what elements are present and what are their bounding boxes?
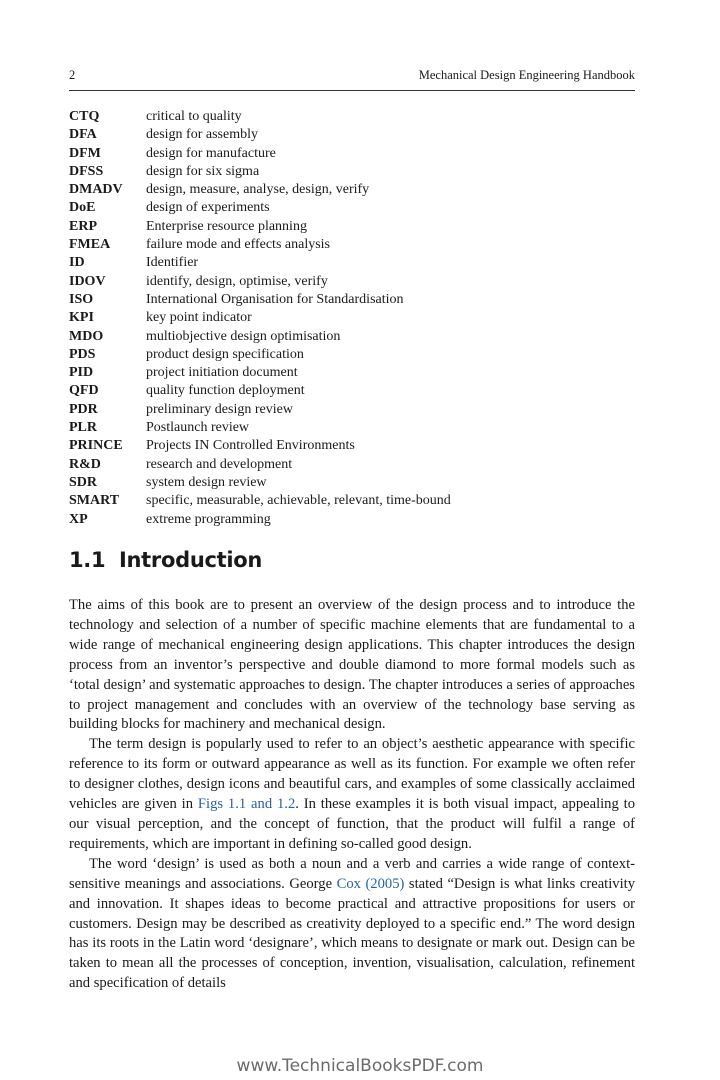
abbreviation-row <box>69 511 635 529</box>
abbreviation-definition: design of experiments <box>146 200 270 216</box>
abbreviation-term: FMEA <box>69 237 111 253</box>
abbreviation-row <box>69 364 635 382</box>
abbreviation-term: ID <box>69 255 85 271</box>
abbreviation-row <box>69 419 635 437</box>
abbreviation-row <box>69 199 635 217</box>
abbreviation-row <box>69 437 635 455</box>
abbreviation-term: SDR <box>69 474 98 490</box>
abbreviation-definition: project initiation document <box>146 365 298 381</box>
paragraph-3: The word ‘design’ is used as both a noun and a verb and carries a wide range of context-sensitive meanings and associations. George Cox (2005) stated “Design is what links creativity and innovation. It shapes ideas to become practical and attractive propositions for users or customers. Design may be described as creativity deployed to a specific end.” The word design has its roots in the Latin word ‘designare’, which means to designate or mark out. Design can be taken to mean all the processes of conception, invention, visualisation, calculation, refinement and specification of details <box>69 855 635 992</box>
abbreviation-term: IDOV <box>69 273 106 289</box>
abbreviation-term: MDO <box>69 328 104 344</box>
abbreviation-row <box>69 291 635 309</box>
abbreviation-term: PDS <box>69 346 96 362</box>
abbreviation-definition: failure mode and effects analysis <box>146 237 331 253</box>
abbreviation-definition: key point indicator <box>146 310 252 326</box>
abbreviation-definition: specific, measurable, achievable, relevant, time-bound <box>146 493 451 509</box>
abbreviation-row <box>69 401 635 419</box>
abbreviation-definition: design for assembly <box>146 127 258 143</box>
abbreviation-definition: critical to quality <box>146 109 242 124</box>
abbreviation-term: SMART <box>69 493 120 509</box>
abbreviation-definition: design for manufacture <box>146 145 276 161</box>
abbreviation-term: DFA <box>69 127 97 143</box>
abbreviation-term: DoE <box>69 200 96 216</box>
abbreviation-definition: design for six sigma <box>146 163 260 179</box>
abbreviation-definition: preliminary design review <box>146 401 293 417</box>
abbreviation-definition: design, measure, analyse, design, verify <box>146 182 370 198</box>
section-heading <box>69 548 262 572</box>
citation-link[interactable]: Cox (2005) <box>336 875 405 892</box>
body-text <box>69 596 635 994</box>
abbreviation-row <box>69 108 635 126</box>
abbreviation-term: ERP <box>69 218 97 234</box>
abbreviation-definition: quality function deployment <box>146 383 305 399</box>
abbreviation-definition: multiobjective design optimisation <box>146 328 341 344</box>
abbreviation-definition: extreme programming <box>146 511 271 527</box>
abbreviation-term: QFD <box>69 383 99 399</box>
section-title: Introduction <box>119 548 263 572</box>
abbreviation-term: DFSS <box>69 163 104 179</box>
paragraph-1: The aims of this book are to present an overview of the design process and to introduce the technology and selection of a number of specific machine elements that are fundamental to a wide range of mechanical engineering design applications. This chapter introduces the design process from an inventor’s perspective and double diamond to more formal models such as ‘total design’ and systematic approaches to design. The chapter introduces a series of approaches to project management and concludes with an overview of the technology base serving as building blocks for machinery and mechanical design. <box>69 597 635 733</box>
page-number: 2 <box>69 68 76 82</box>
abbreviation-row <box>69 309 635 327</box>
abbreviation-row <box>69 181 635 199</box>
abbreviation-term: PLR <box>69 420 97 436</box>
abbreviation-row <box>69 236 635 254</box>
abbreviation-list <box>69 108 635 529</box>
abbreviation-term: DFM <box>69 145 101 161</box>
abbreviation-row <box>69 474 635 492</box>
abbreviation-definition: system design review <box>146 474 267 490</box>
abbreviation-term: KPI <box>69 310 94 326</box>
abbreviation-term: PRINCE <box>69 438 123 454</box>
abbreviation-definition: research and development <box>146 456 293 472</box>
abbreviation-term: R&D <box>69 456 101 472</box>
abbreviation-row <box>69 273 635 291</box>
abbreviation-row <box>69 145 635 163</box>
footer-watermark: www.TechnicalBooksPDF.com <box>236 1056 484 1076</box>
abbreviation-definition: identify, design, optimise, verify <box>146 273 328 289</box>
abbreviation-term: PDR <box>69 401 98 417</box>
section-number: 1.1 <box>69 548 106 572</box>
abbreviation-definition: Enterprise resource planning <box>146 218 307 234</box>
abbreviation-term: CTQ <box>69 109 100 124</box>
abbreviation-term: PID <box>69 365 94 381</box>
running-title: Mechanical Design Engineering Handbook <box>418 68 635 82</box>
abbreviation-row <box>69 382 635 400</box>
abbreviation-definition: Identifier <box>146 255 199 271</box>
abbreviation-row <box>69 218 635 236</box>
paragraph-2: The term design is popularly used to refer to an object’s aesthetic appearance with specific reference to its form or outward appearance as well as its function. For example we often refer to designer clothes, design icons and beautiful cars, and examples of some classically acclaimed vehicles are given in Figs 1.1 and 1.2. In these examples it is both visual impact, appealing to our visual perception, and the concept of function, that the product will fulfil a range of requirements, which are important in defining so-called good design. <box>69 736 635 852</box>
abbreviation-definition: Projects IN Controlled Environments <box>146 438 355 454</box>
abbreviation-definition: International Organisation for Standardisation <box>146 291 404 307</box>
abbreviation-row <box>69 126 635 144</box>
running-header <box>69 66 635 91</box>
abbreviation-row <box>69 163 635 181</box>
figure-reference-link[interactable]: Figs 1.1 and 1.2 <box>197 796 296 813</box>
abbreviation-row <box>69 254 635 272</box>
abbreviation-term: DMADV <box>69 182 123 198</box>
abbreviation-row <box>69 328 635 346</box>
abbreviation-definition: product design specification <box>146 346 304 362</box>
abbreviation-definition: Postlaunch review <box>146 420 250 436</box>
abbreviation-row <box>69 346 635 364</box>
abbreviation-row <box>69 456 635 474</box>
abbreviation-term: XP <box>69 511 88 527</box>
abbreviation-row <box>69 492 635 510</box>
abbreviation-term: ISO <box>69 291 94 307</box>
